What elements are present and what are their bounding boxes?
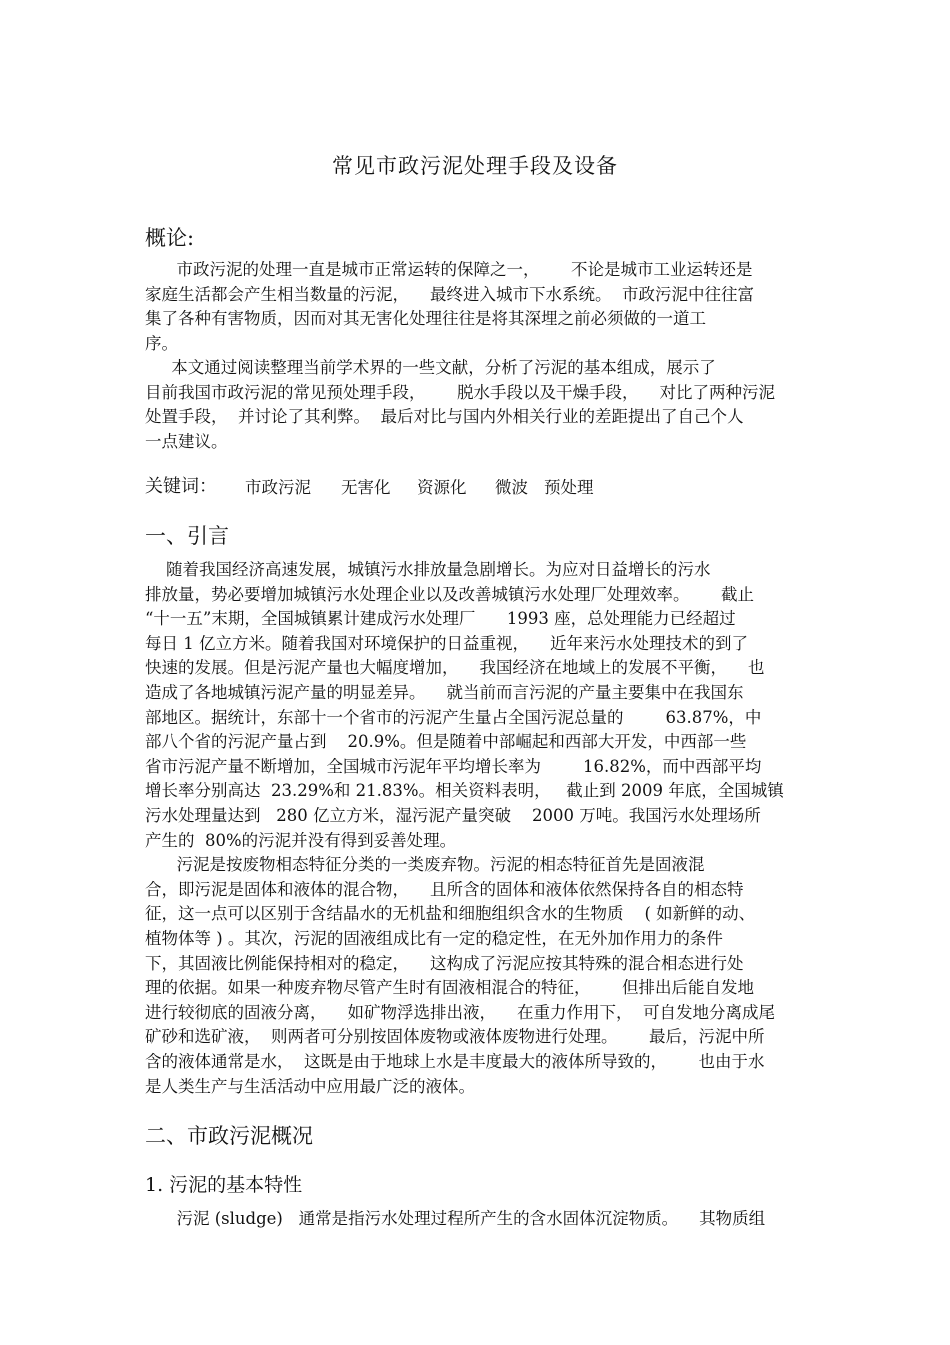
keyword: 资源化 [417,478,467,497]
overview-heading: 概论: [145,226,195,250]
text-line: 目前我国市政污泥的常见预处理手段， 脱水手段以及干燥手段， 对比了两种污泥 [145,382,775,402]
keyword: 无害化 [341,478,391,497]
section1-heading: 一、引言 [145,524,229,548]
text-line: 排放量，势必要增加城镇污水处理企业以及改善城镇污水处理厂处理效率。 截止 [145,584,754,604]
text-line: 本文通过阅读整理当前学术界的一些文献，分析了污泥的基本组成，展示了 [145,358,716,377]
text-line: 部地区。据统计，东部十一个省市的污泥产生量占全国污泥总量的 63.87%，中 [145,707,762,727]
text-line: 征，这一点可以区别于含结晶水的无机盐和细胞组织含水的生物质 ( 如新鲜的动、 [145,904,756,924]
subsection1-heading: 1. 污泥的基本特性 [145,1174,303,1196]
text-line: 每日 1 亿立方米。随着我国对环境保护的日益重视， 近年来污水处理技术的到了 [145,633,748,653]
text-line: 造成了各地城镇污泥产量的明显差异。 就当前而言污泥的产量主要集中在我国东 [145,683,744,702]
text-line: 集了各种有害物质，因而对其无害化处理往往是将其深埋之前必须做的一道工 [145,309,706,328]
text-line: 下，其固液比例能保持相对的稳定， 这构成了污泥应按其特殊的混合相态进行处 [145,953,744,973]
text-line: 省市污泥产量不断增加，全国城市污泥年平均增长率为 16.82%，而中西部平均 [145,756,762,776]
text-line: 合，即污泥是固体和液体的混合物， 且所含的固体和液体依然保持各自的相态特 [145,879,744,899]
text-line: 含的液体通常是水， 这既是由于地球上水是丰度最大的液体所导致的， 也由于水 [145,1052,765,1071]
section2-heading: 二、市政污泥概况 [145,1124,313,1148]
text-line: 产生的 80%的污泥并没有得到妥善处理。 [145,830,457,850]
text-line: 污泥是按废物相态特征分类的一类废弃物。污泥的相态特征首先是固液混 [145,855,705,875]
keyword: 微波 [495,478,528,497]
text-line: 一点建议。 [145,431,228,451]
text-line: 植物体等 ) 。其次，污泥的固液组成比有一定的稳定性，在无外加作用力的条件 [145,929,723,948]
text-line: 污泥 (sludge) 通常是指污水处理过程所产生的含水固体沉淀物质。 其物质组 [145,1209,766,1228]
text-line: 部八个省的污泥产量占到 20.9%。但是随着中部崛起和西部大开发，中西部一些 [145,732,747,752]
text-line: 是人类生产与生活活动中应用最广泛的液体。 [145,1076,475,1096]
text-line: 市政污泥的处理一直是城市正常运转的保障之一， 不论是城市工业运转还是 [145,260,753,279]
text-line: “十一五”末期，全国城镇累计建成污水处理厂 1993 座，总处理能力已经超过 [145,609,736,629]
text-line: 随着我国经济高速发展，城镇污水排放量急剧增长。为应对日益增长的污水 [145,560,711,579]
keyword: 预处理 [544,478,594,497]
text-line: 快速的发展。但是污泥产量也大幅度增加， 我国经济在地域上的发展不平衡， 也 [145,658,765,678]
text-line: 污水处理量达到 280 亿立方米，湿污泥产量突破 2000 万吨。我国污水处理场所 [145,806,761,825]
keywords-label: 关键词： [145,476,217,497]
text-line: 增长率分别高达 23.29%和 21.83%。相关资料表明， 截止到 2009 年底，全国城镇 [145,781,784,801]
text-line: 进行较彻底的固液分离， 如矿物浮选排出液， 在重力作用下， 可自发地分离成尾 [145,1002,775,1022]
text-line: 理的依据。如果一种废弃物尽管产生时有固液相混合的特征， 但排出后能自发地 [145,978,754,998]
text-line: 家庭生活都会产生相当数量的污泥， 最终进入城市下水系统。 市政污泥中往往富 [145,284,754,304]
text-line: 处置手段， 并讨论了其利弊。 最后对比与国内外相关行业的差距提出了自己个人 [145,407,744,426]
text-line: 矿砂和选矿液， 则两者可分别按固体废物或液体废物进行处理。 最后，污泥中所 [145,1027,765,1047]
keyword: 市政污泥 [245,478,311,497]
document-title: 常见市政污泥处理手段及设备 [332,154,618,178]
text-line: 序。 [145,333,178,353]
